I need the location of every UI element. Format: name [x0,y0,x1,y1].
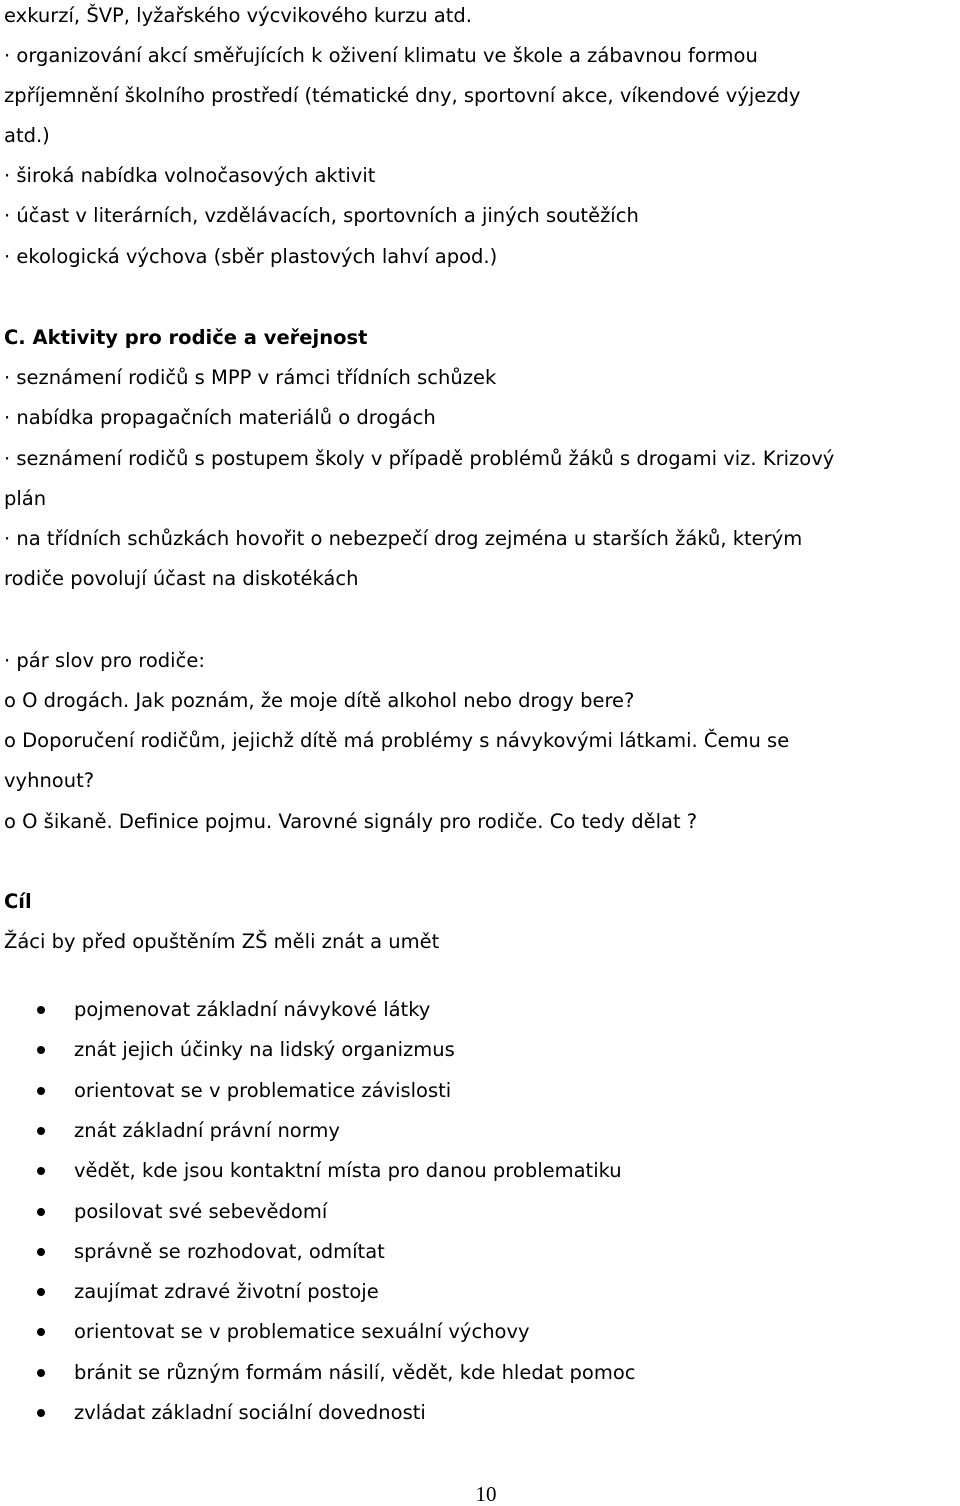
parents-line: o O šikaně. Definice pojmu. Varovné signály pro rodiče. Co tedy dělat ? [4,810,698,833]
intro-line: · široká nabídka volnočasových aktivit [4,164,376,187]
bullet-icon [37,1167,45,1175]
intro-line: exkurzí, ŠVP, lyžařského výcvikového kurzu atd. [4,4,472,27]
intro-line: zpříjemnění školního prostředí (tématické dny, sportovní akce, víkendové výjezdy [4,84,801,107]
goal-item-text: pojmenovat základní návykové látky [74,998,431,1021]
bullet-icon [37,1369,45,1377]
bullet-icon [37,1248,45,1256]
intro-line: · organizování akcí směřujících k oživení klimatu ve škole a zábavnou formou [4,44,758,67]
parents-line: vyhnout? [4,769,95,792]
page-number: 10 [475,1482,497,1506]
section-c-line: plán [4,487,47,510]
goal-item-text: znát jejich účinky na lidský organizmus [74,1038,455,1062]
bullet-icon [37,1127,45,1135]
goal-item-text: orientovat se v problematice závislosti [74,1078,452,1102]
intro-line: · ekologická výchova (sběr plastových lahví apod.) [4,245,498,268]
goal-item-text: vědět, kde jsou kontaktní místa pro danou problematiku [74,1159,622,1183]
bullet-icon [37,1087,45,1095]
parents-line: o Doporučení rodičům, jejichž dítě má problémy s návykovými látkami. Čemu se [4,729,790,752]
intro-line: · účast v literárních, vzdělávacích, sportovních a jiných soutěžích [4,204,639,227]
section-c-line: · nabídka propagačních materiálů o drogách [4,406,436,429]
section-c-heading: C. Aktivity pro rodiče a veřejnost [4,326,368,349]
goal-item-text: bránit se různým formám násilí, vědět, kde hledat pomoc [74,1360,636,1384]
bullet-icon [37,1328,45,1336]
goal-intro: Žáci by před opuštěním ZŠ měli znát a umět [4,930,440,953]
bullet-icon [37,1409,45,1417]
parents-line: · pár slov pro rodiče: [4,649,205,672]
bullet-icon [37,1046,45,1054]
goal-item-text: zvládat základní sociální dovednosti [74,1401,426,1424]
goal-item-text: orientovat se v problematice sexuální výchovy [74,1320,530,1344]
goal-heading: Cíl [4,890,32,913]
goal-item-text: znát základní právní normy [74,1118,340,1142]
bullet-icon [37,1288,45,1296]
section-c-line: · seznámení rodičů s postupem školy v případě problémů žáků s drogami viz. Krizový [4,447,835,470]
section-c-line: · seznámení rodičů s MPP v rámci třídních schůzek [4,366,497,389]
goal-item-text: posilovat své sebevědomí [74,1199,328,1223]
bullet-icon [37,1006,45,1014]
section-c-line: rodiče povolují účast na diskotékách [4,567,359,590]
parents-line: o O drogách. Jak poznám, že moje dítě alkohol nebo drogy bere? [4,689,635,712]
intro-line: atd.) [4,124,50,147]
section-c-line: · na třídních schůzkách hovořit o nebezpečí drog zejména u starších žáků, kterým [4,527,803,550]
goal-item-text: zaujímat zdravé životní postoje [74,1280,379,1304]
goal-item-text: správně se rozhodovat, odmítat [74,1239,385,1263]
bullet-icon [37,1208,45,1216]
